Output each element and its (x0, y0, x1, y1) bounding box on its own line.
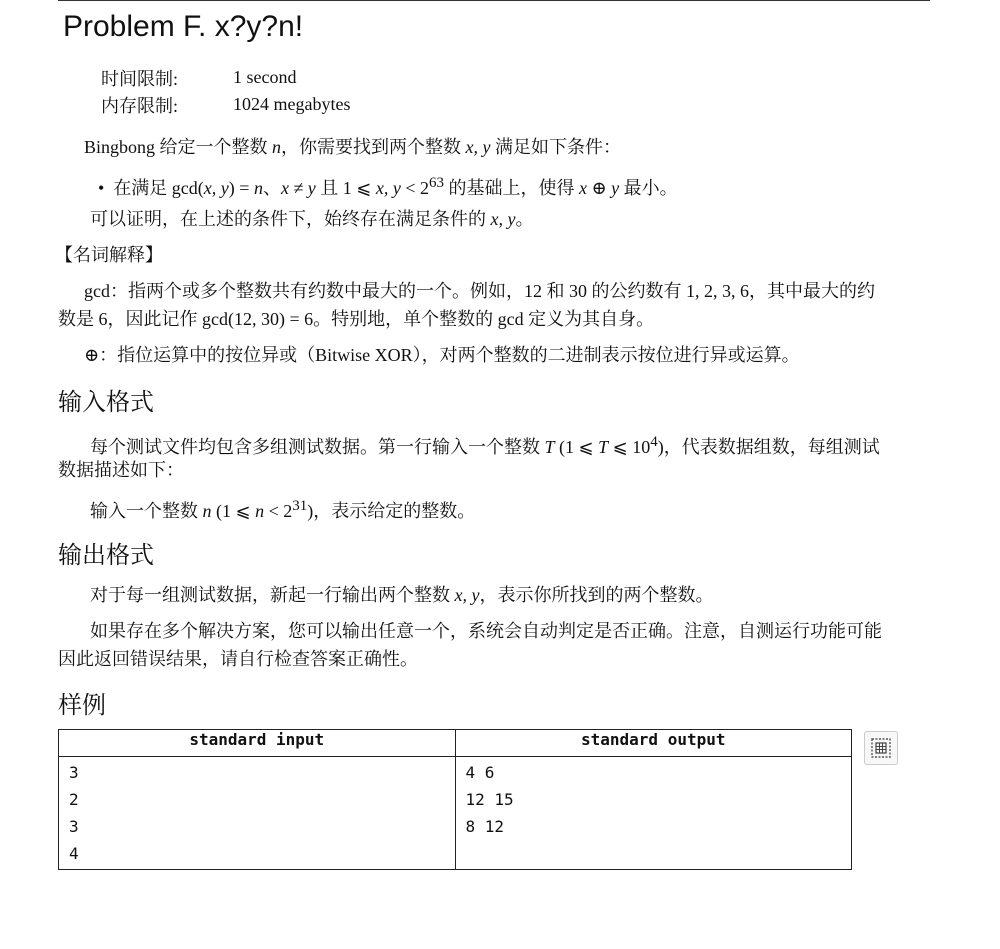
problem-title: Problem F. x?y?n! (63, 10, 304, 43)
glossary-xor: ⊕：指位运算中的按位异或（Bitwise XOR），对两个整数的二进制表示按位进行异或运算。 (84, 345, 800, 365)
sample-input-line: 3 (69, 817, 79, 836)
math-T: T (598, 437, 609, 457)
time-limit-row (101, 64, 350, 91)
text: 且 1 ⩽ (315, 178, 376, 198)
text: )，代表数据组数，每组测试 (657, 437, 880, 457)
text: 的基础上，使得 (444, 178, 580, 198)
text: < 2 (400, 178, 430, 198)
examples-body-row (59, 757, 852, 870)
text: 对于每一组测试数据，新起一行输出两个整数 (90, 585, 455, 605)
sample-input-line: 3 (69, 763, 79, 782)
text: 最小。 (619, 178, 678, 198)
input-n-paragraph (90, 492, 475, 525)
top-rule (58, 0, 930, 1)
output-note-line1: 如果存在多个解决方案，您可以输出任意一个，系统会自动判定是否正确。注意，自测运行功能可能 (90, 621, 882, 641)
glossary-gcd-line2: 数是 6，因此记作 gcd(12, 30) = 6。特别地，单个整数的 gcd 定义为其自身。 (58, 309, 655, 329)
existence-paragraph (90, 205, 533, 233)
text: (1 ⩽ (211, 501, 256, 521)
math-n: n (272, 137, 282, 157)
math-n: n (255, 501, 265, 521)
glossary-gcd-line1: gcd：指两个或多个整数共有约数中最大的一个。例如，12 和 30 的公约数有 1, 2, 3, 6，其中最大的约 (84, 281, 875, 301)
sample-input-cell[interactable] (59, 757, 456, 870)
output-note-line2: 因此返回错误结果，请自行检查答案正确性。 (58, 649, 418, 669)
examples-table (58, 729, 852, 870)
math-n: n (202, 501, 212, 521)
input-header: standard input (59, 730, 456, 757)
text: 可以证明，在上述的条件下，始终存在满足条件的 (90, 209, 491, 229)
memory-limit-label: 内存限制: (101, 95, 179, 116)
input-paragraph-line2: 数据描述如下： (58, 460, 184, 480)
output-format-heading: 输出格式 (58, 542, 154, 569)
text: 、 (262, 178, 281, 198)
memory-limit-row (101, 91, 350, 118)
time-limit-label: 时间限制: (101, 68, 179, 89)
examples-heading: 样例 (58, 692, 106, 719)
sample-input-line: 4 (69, 844, 79, 863)
math-xor: x ⊕ y (579, 178, 620, 198)
examples-header-row (59, 730, 852, 757)
math-xy: x, y (203, 178, 229, 198)
statement-paragraph (84, 133, 621, 161)
text: ，表示你所找到的两个整数。 (479, 585, 714, 605)
output-paragraph (90, 581, 713, 609)
input-format-heading: 输入格式 (58, 389, 154, 416)
text: Bingbong 给定一个整数 (84, 137, 273, 157)
text: 每个测试文件均包含多组测试数据。第一行输入一个整数 (90, 437, 545, 457)
text: ，你需要找到两个整数 (281, 137, 466, 157)
input-paragraph-line1 (90, 428, 880, 461)
copy-sample-button[interactable] (864, 731, 898, 765)
sample-output-line: 12 15 (465, 790, 514, 809)
exponent: 4 (650, 434, 658, 450)
text: (1 ⩽ (554, 437, 599, 457)
exponent: 31 (292, 498, 308, 514)
math-n: n (253, 178, 263, 198)
math-xy: x, y (375, 178, 401, 198)
limits-block (101, 64, 350, 118)
exponent: 63 (429, 175, 445, 191)
sample-input-line: 2 (69, 790, 79, 809)
text: ⩽ 10 (608, 437, 651, 457)
output-header: standard output (455, 730, 852, 757)
glossary-heading: 【名词解释】 (55, 245, 163, 265)
text: ) = (228, 178, 254, 198)
text: 满足如下条件： (490, 137, 621, 157)
math-xy: x, y (465, 137, 491, 157)
math-T: T (544, 437, 555, 457)
text: )，表示给定的整数。 (307, 501, 476, 521)
copy-icon (870, 737, 892, 759)
text: 。 (515, 209, 534, 229)
memory-limit-value: 1024 megabytes (233, 94, 351, 114)
sample-output-line: 4 6 (465, 763, 495, 782)
text: 输入一个整数 (90, 501, 203, 521)
math-neq: x ≠ y (280, 178, 316, 198)
time-limit-value: 1 second (233, 67, 297, 87)
condition-bullet (98, 169, 678, 202)
text: < 2 (264, 501, 293, 521)
sample-output-line: 8 12 (465, 817, 505, 836)
math-xy: x, y (490, 209, 516, 229)
math-xy: x, y (454, 585, 480, 605)
bullet-dot: • (98, 178, 114, 198)
text: 在满足 gcd( (113, 178, 204, 198)
sample-output-cell[interactable] (455, 757, 852, 870)
